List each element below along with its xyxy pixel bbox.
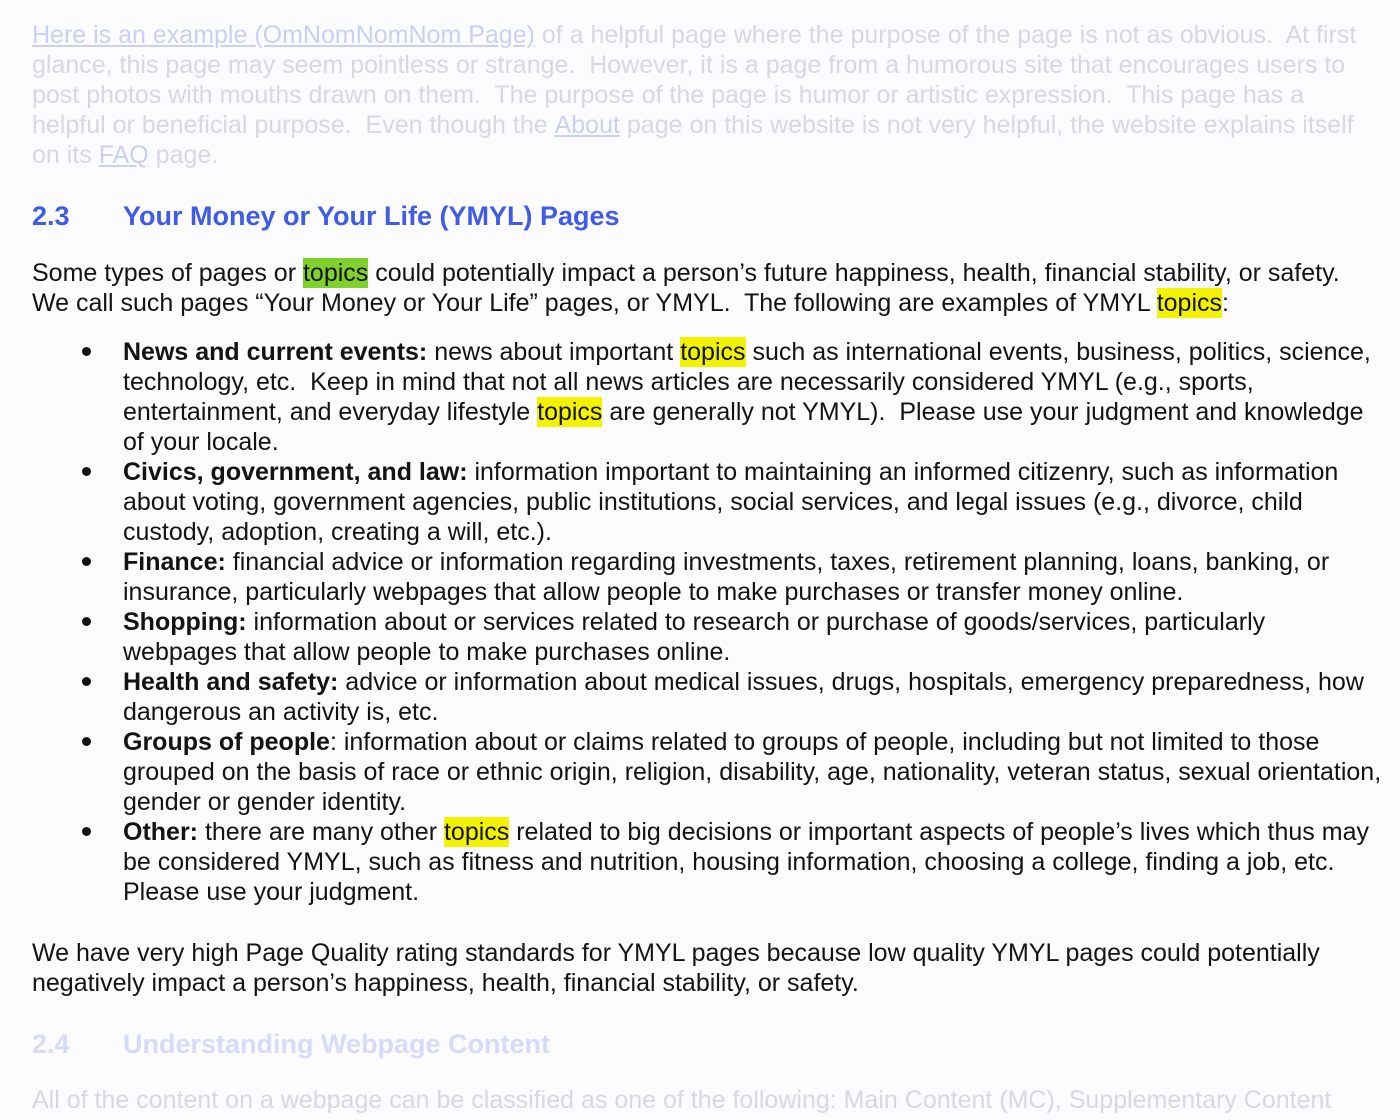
text-line: [123, 637, 1400, 667]
highlighted-topics: topics: [537, 398, 603, 426]
text-run: be considered YMYL, such as fitness and nutrition, housing information, choosing a college, finding a job, etc.: [123, 848, 1335, 876]
text-line: [32, 968, 1400, 998]
bullet-label: Health and safety:: [123, 668, 339, 696]
text-run: on its: [32, 141, 99, 169]
text-run: information important to maintaining an informed citizenry, such as information: [467, 458, 1339, 486]
text-run: custody, adoption, creating a will, etc.).: [123, 518, 552, 546]
text-line: [123, 397, 1400, 427]
section-heading-2-4: [32, 1029, 1400, 1059]
text-line: [123, 667, 1400, 697]
text-line: [32, 140, 1400, 170]
text-run: news about important: [427, 338, 681, 366]
text-run: there are many other: [198, 818, 444, 846]
ymyl-intro-paragraph: [32, 258, 1400, 318]
text-run: gender or gender identity.: [123, 788, 407, 816]
ymyl-closing-paragraph: [32, 938, 1400, 998]
text-line: [32, 938, 1400, 968]
text-line: [123, 577, 1400, 607]
text-line: [123, 817, 1400, 847]
text-run: related to big decisions or important aspects of people’s lives which thus may: [509, 818, 1369, 846]
text-line: [32, 80, 1400, 110]
list-item: [32, 547, 1400, 607]
text-run: glance, this page may seem pointless or strange. However, it is a page from a humorous site that encourages users to: [32, 51, 1346, 79]
section-heading-2-3: [32, 201, 1400, 231]
text-run: insurance, particularly webpages that allow people to make purchases or transfer money online.: [123, 578, 1184, 606]
highlighted-topics: topics: [302, 259, 369, 287]
text-line: [32, 1085, 1400, 1115]
text-line: [123, 517, 1400, 547]
text-run: All of the content on a webpage can be classified as one of the following: Main Content (MC), Supplementary Content: [32, 1086, 1332, 1114]
bullet-icon: [82, 677, 91, 686]
text-line: [123, 337, 1400, 367]
section-number: 2.4: [32, 1029, 70, 1059]
text-run: grouped on the basis of race or ethnic origin, religion, disability, age, nationality, veteran status, sexual orientation,: [123, 758, 1382, 786]
bullet-icon: [82, 347, 91, 356]
text-line: [123, 757, 1400, 787]
text-run: page.: [148, 141, 219, 169]
text-line: [32, 288, 1400, 318]
bullet-icon: [82, 827, 91, 836]
text-line: [123, 877, 1400, 907]
bullet-label: Other:: [123, 818, 198, 846]
text-line: [32, 258, 1400, 288]
text-run: webpages that allow people to make purchases online.: [123, 638, 731, 666]
omnomnomnom-page-link[interactable]: Here is an example (OmNomNomNom Page): [32, 21, 535, 49]
list-item: [32, 727, 1400, 817]
text-run: page on this website is not very helpful, the website explains itself: [619, 111, 1354, 139]
previous-section-paragraph: [32, 20, 1400, 170]
bullet-label: Shopping:: [123, 608, 247, 636]
text-line: [123, 607, 1400, 637]
text-line: [123, 457, 1400, 487]
text-line: [123, 487, 1400, 517]
next-section-paragraph: [32, 1085, 1400, 1115]
text-run: helpful or beneficial purpose. Even though the: [32, 111, 555, 139]
list-item: [32, 667, 1400, 727]
text-run: dangerous an activity is, etc.: [123, 698, 439, 726]
section-number: 2.3: [32, 201, 70, 231]
text-line: [123, 547, 1400, 577]
text-line: [32, 20, 1400, 50]
text-run: of your locale.: [123, 428, 279, 456]
text-run: Some types of pages or: [32, 259, 303, 287]
highlighted-topics: topics: [443, 818, 510, 846]
bullet-icon: [82, 557, 91, 566]
about-link[interactable]: About: [554, 111, 620, 139]
ymyl-topics-list: [32, 337, 1400, 907]
bullet-icon: [82, 737, 91, 746]
text-run: could potentially impact a person’s future happiness, health, financial stability, or safety.: [368, 259, 1340, 287]
text-run: :: [1222, 289, 1229, 317]
text-run: advice or information about medical issues, drugs, hospitals, emergency preparedness, how: [338, 668, 1364, 696]
text-line: [123, 727, 1400, 757]
bullet-label: Civics, government, and law:: [123, 458, 468, 486]
text-run: about voting, government agencies, public institutions, social services, and legal issues (e.g., divorce, child: [123, 488, 1303, 516]
faq-link[interactable]: FAQ: [98, 141, 149, 169]
text-run: post photos with mouths drawn on them. The purpose of the page is humor or artistic expression. This page has a: [32, 81, 1304, 109]
text-run: information about or services related to research or purchase of goods/services, particularly: [246, 608, 1266, 636]
text-run: Please use your judgment.: [123, 878, 420, 906]
list-item: [32, 457, 1400, 547]
text-line: [32, 50, 1400, 80]
bullet-icon: [82, 467, 91, 476]
text-line: [123, 697, 1400, 727]
highlighted-topics: topics: [1156, 289, 1223, 317]
section-title: Understanding Webpage Content: [123, 1029, 551, 1059]
text-run: We call such pages “Your Money or Your Life” pages, or YMYL. The following are examples of YMYL: [32, 289, 1157, 317]
list-item: [32, 817, 1400, 907]
bullet-icon: [82, 617, 91, 626]
text-run: : information about or claims related to groups of people, including but not limited to those: [329, 728, 1320, 756]
text-run: technology, etc. Keep in mind that not all news articles are necessarily considered YMYL (e.g., sports,: [123, 368, 1254, 396]
list-item: [32, 337, 1400, 457]
text-run: of a helpful page where the purpose of the page is not as obvious. At first: [534, 21, 1357, 49]
bullet-label: Finance:: [123, 548, 226, 576]
text-line: [123, 847, 1400, 877]
text-line: [123, 787, 1400, 817]
list-item: [32, 607, 1400, 667]
bullet-label: News and current events:: [123, 338, 428, 366]
text-run: negatively impact a person’s happiness, health, financial stability, or safety.: [32, 969, 859, 997]
text-run: financial advice or information regarding investments, taxes, retirement planning, loans, banking, or: [225, 548, 1330, 576]
bullet-label: Groups of people: [123, 728, 330, 756]
section-title: Your Money or Your Life (YMYL) Pages: [123, 201, 620, 231]
text-line: [32, 110, 1400, 140]
text-line: [123, 427, 1400, 457]
highlighted-topics: topics: [680, 338, 746, 366]
text-run: such as international events, business, politics, science,: [745, 338, 1371, 366]
text-run: We have very high Page Quality rating standards for YMYL pages because low quality YMYL pages could potentially: [32, 939, 1320, 967]
text-run: are generally not YMYL). Please use your judgment and knowledge: [602, 398, 1364, 426]
text-run: entertainment, and everyday lifestyle: [123, 398, 538, 426]
text-line: [123, 367, 1400, 397]
